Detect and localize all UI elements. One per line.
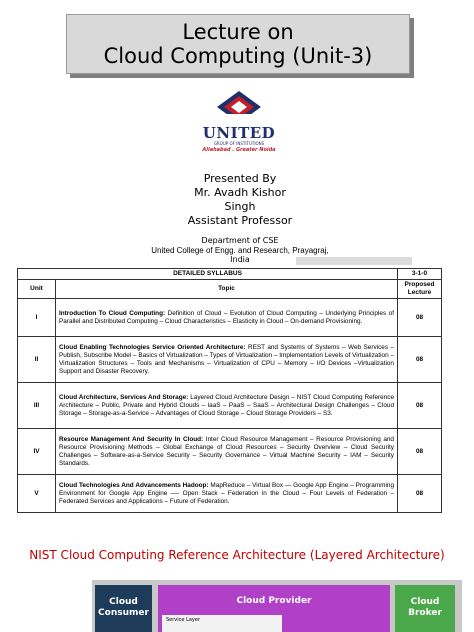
title-line-1: Lecture on — [182, 20, 294, 44]
college-country: India — [230, 255, 250, 264]
syllabus-credits: 3-1-0 — [398, 269, 442, 280]
unit-topic — [56, 475, 398, 513]
lecture-count: 08 — [398, 299, 442, 337]
topic-heading: Introduction To Cloud Computing: — [59, 309, 166, 317]
topic-heading: Cloud Enabling Technologies Service Oriented Architecture: — [59, 343, 246, 351]
unit-number: IV — [18, 429, 56, 475]
unit-number: V — [18, 475, 56, 513]
unit-topic — [56, 337, 398, 383]
table-row — [18, 383, 442, 429]
topic-heading: Resource Management And Security In Cloud: — [59, 435, 204, 443]
nist-architecture-diagram — [92, 580, 462, 632]
syllabus-header-row — [18, 280, 442, 299]
presenter-block — [160, 172, 320, 228]
header-unit: Unit — [18, 280, 56, 299]
logo-wordmark: UNITED — [202, 124, 276, 142]
lecture-count: 08 — [398, 475, 442, 513]
presented-by: Presented By — [203, 172, 277, 185]
logo-city: Allahabad . Greater Noida — [202, 147, 276, 153]
lecture-count: 08 — [398, 337, 442, 383]
title-box — [66, 14, 410, 74]
topic-heading: Cloud Technologies And Advancements Hadoop: — [59, 481, 209, 489]
header-topic: Topic — [56, 280, 398, 299]
united-logo — [200, 90, 278, 170]
cloud-consumer-box: Cloud Consumer — [95, 585, 152, 632]
topic-text: Inter Cloud Resource Management – Resource Provisioning and Resource Provisioning Methods – Global Exchange of Cloud Resources – Security Overview – Cloud Security Challenges – Software-as-a-Service Security – Security Governance – Virtual Machine Security – IAM – Security Standards. — [59, 435, 394, 467]
syllabus-table — [17, 268, 442, 513]
lecture-count: 08 — [398, 383, 442, 429]
presenter-role: Assistant Professor — [187, 214, 293, 227]
unit-number: I — [18, 299, 56, 337]
gray-strip — [296, 257, 412, 265]
college-name: United College of Engg. and Research, — [151, 245, 291, 255]
table-row — [18, 475, 442, 513]
topic-text: Layered Cloud Architecture Design – NIST Cloud Computing Reference Architecture – Public, Private and Hybrid Clouds – laaS – PaaS – SaaS – Architectural Design Challenges – Cloud Storage – Storage-as-a-Service – Advantages of Cloud Storage – Cloud Storage Providers – S3. — [59, 393, 394, 417]
table-row — [18, 299, 442, 337]
topic-heading: Cloud Architecture, Services And Storage: — [59, 393, 189, 401]
presenter-name: Mr. Avadh Kishor — [194, 186, 286, 199]
department-name: Department of CSE — [201, 236, 279, 245]
college-city: Prayagraj, — [292, 245, 329, 255]
syllabus-title-row — [18, 269, 442, 280]
lecture-count: 08 — [398, 429, 442, 475]
table-row — [18, 429, 442, 475]
topic-text: REST and Systems of Systems – Web Services – Publish, Subscribe Model – Basics of Virtualization – Types of Virtualization – Implementation Levels of Virtualization – Virtualization Structures – Tools and Mechanisms – Virtualization of CPU – Memory – I/O Devices –Virtualization Support and Disaster Recovery. — [59, 343, 394, 375]
college-line — [130, 246, 350, 256]
presenter-surname: Singh — [224, 200, 256, 213]
logo-subtitle: GROUP OF INSTITUTIONS — [213, 141, 265, 146]
unit-number: III — [18, 383, 56, 429]
logo-diamond-icon — [214, 90, 264, 124]
topic-text: Definition of Cloud – Evolution of Cloud Computing – Underlying Principles of Parallel and Distributed Computing – Cloud Characteristics – Elasticity in Cloud – On-demand Provisioning. — [59, 309, 394, 325]
unit-topic — [56, 299, 398, 337]
unit-number: II — [18, 337, 56, 383]
header-lecture: Proposed Lecture — [398, 280, 442, 299]
unit-topic — [56, 383, 398, 429]
topic-text: MapReduce – Virtual Box — Google App Engine – Programming Environment for Google App Engine —- Open Stack – Federation in the Cloud – Four Levels of Federation – Federated Services and Applications – Future of Federation. — [59, 481, 394, 505]
service-layer-box: Service Layer — [162, 615, 282, 632]
title-line-2: Cloud Computing (Unit-3) — [103, 44, 373, 68]
cloud-provider-label: Cloud Provider — [236, 596, 312, 606]
unit-topic — [56, 429, 398, 475]
cloud-broker-box: Cloud Broker — [395, 585, 455, 632]
syllabus-title: DETAILED SYLLABUS — [18, 269, 398, 280]
cloud-provider-box — [158, 585, 390, 632]
nist-heading: NIST Cloud Computing Reference Architecture (Layered Architecture) — [29, 548, 445, 562]
table-row — [18, 337, 442, 383]
